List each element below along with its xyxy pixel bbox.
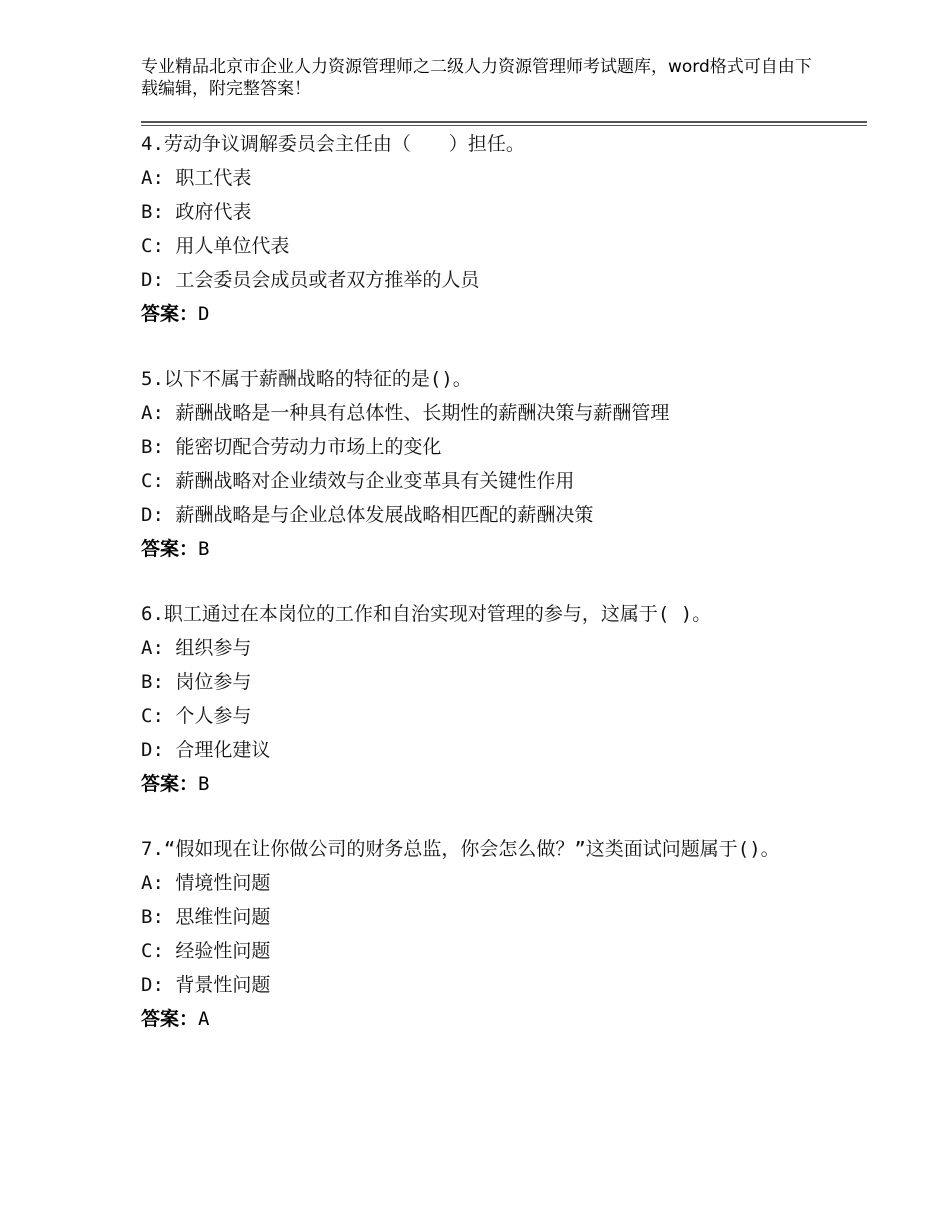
answer-label: 答案： (141, 303, 199, 325)
question-item-6 (141, 597, 867, 801)
option-c: C: 经验性问题 (141, 940, 271, 962)
option-d: D: 薪酬战略是与企业总体发展战略相匹配的薪酬决策 (141, 504, 594, 526)
document-header: 专业精品北京市企业人力资源管理师之二级人力资源管理师考试题库，word格式可自由下载编辑，附完整答案！ (141, 57, 812, 99)
answer-label: 答案： (141, 1008, 199, 1030)
option-b: B: 政府代表 (141, 201, 252, 223)
answer-value: B (198, 538, 210, 560)
answer-line (141, 297, 867, 331)
answer-label: 答案： (141, 773, 199, 795)
answer-line (141, 532, 867, 566)
question-list (141, 127, 867, 1067)
question-item-4 (141, 127, 867, 331)
answer-label: 答案： (141, 538, 199, 560)
option-b: B: 能密切配合劳动力市场上的变化 (141, 436, 442, 458)
option-d: D: 合理化建议 (141, 739, 271, 761)
question-text: 7.“假如现在让你做公司的财务总监，你会怎么做？”这类面试问题属于()。 (141, 838, 780, 860)
option-d: D: 背景性问题 (141, 974, 271, 996)
option-b: B: 岗位参与 (141, 671, 252, 693)
question-text: 6.职工通过在本岗位的工作和自治实现对管理的参与，这属于( )。 (141, 603, 712, 625)
option-d: D: 工会委员会成员或者双方推举的人员 (141, 269, 480, 291)
option-c: C: 个人参与 (141, 705, 252, 727)
question-item-7 (141, 832, 867, 1036)
option-c: C: 薪酬战略对企业绩效与企业变革具有关键性作用 (141, 470, 575, 492)
option-a: A: 职工代表 (141, 167, 252, 189)
option-a: A: 组织参与 (141, 637, 252, 659)
option-c: C: 用人单位代表 (141, 235, 290, 257)
answer-value: A (198, 1008, 210, 1030)
question-text: 4.劳动争议调解委员会主任由（ ）担任。 (141, 133, 525, 155)
answer-line (141, 1002, 867, 1036)
answer-value: D (198, 303, 210, 325)
answer-line (141, 767, 867, 801)
question-item-5 (141, 362, 867, 566)
option-a: A: 薪酬战略是一种具有总体性、长期性的薪酬决策与薪酬管理 (141, 402, 670, 424)
question-text: 5.以下不属于薪酬战略的特征的是()。 (141, 368, 472, 390)
answer-value: B (198, 773, 210, 795)
header-divider-thin (141, 125, 867, 126)
option-b: B: 思维性问题 (141, 906, 271, 928)
header-divider-thick (141, 121, 867, 123)
option-a: A: 情境性问题 (141, 872, 271, 894)
